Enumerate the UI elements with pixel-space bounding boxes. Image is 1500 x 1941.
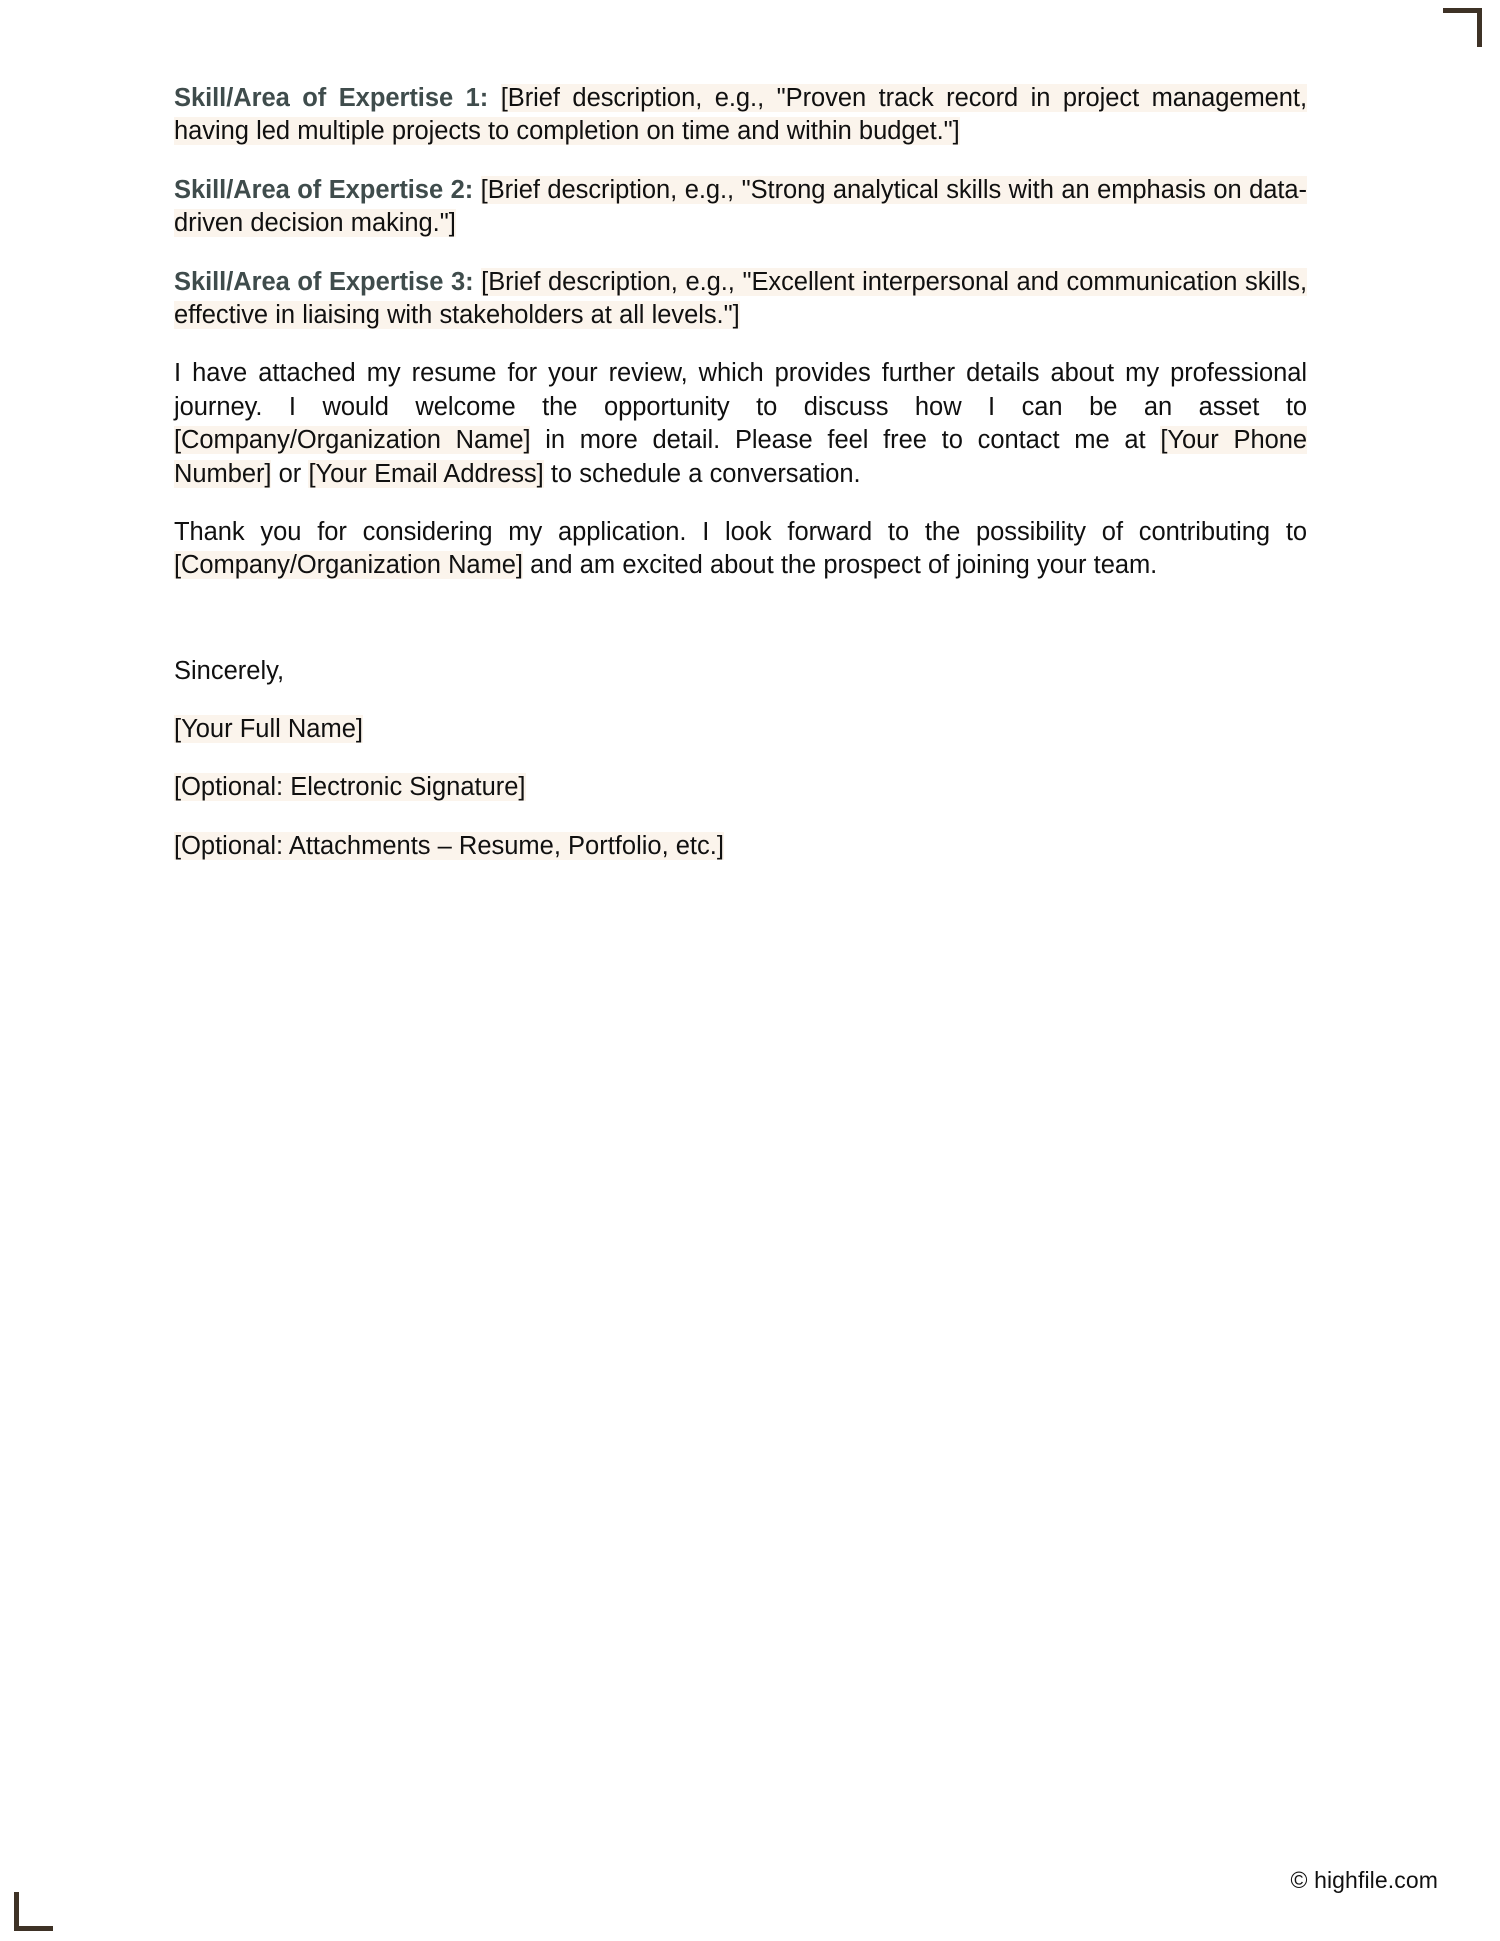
corner-bracket-top-right-icon — [1443, 8, 1482, 47]
resume-mid-text: in more detail. Please feel free to contact me at — [530, 426, 1161, 455]
company-name-placeholder-1: [Company/Organization Name] — [174, 426, 531, 455]
attachments-line — [174, 830, 1307, 863]
corner-bracket-bottom-left-icon — [14, 1892, 53, 1931]
phone-number-placeholder: [Your Phone Number] — [174, 426, 1307, 488]
full-name-line — [174, 713, 1307, 746]
full-name-placeholder: [Your Full Name] — [174, 715, 363, 744]
thanks-end-text: and am excited about the prospect of joining your team. — [522, 551, 1158, 580]
footer-credit: © highfile.com — [1290, 1867, 1438, 1893]
resume-attached-paragraph — [174, 357, 1307, 491]
resume-or-text: or — [271, 459, 309, 488]
skill-description-2: [Brief description, e.g., "Strong analytical skills with an emphasis on data-driven decision making."] — [174, 175, 1307, 238]
electronic-signature-line — [174, 771, 1307, 804]
skill-label-3: Skill/Area of Expertise 3: — [174, 267, 474, 296]
thank-you-paragraph — [174, 516, 1307, 583]
thanks-start-text: Thank you for considering my application. I look forward to the possibility of contributing to — [174, 517, 1307, 546]
skill-paragraph-3 — [174, 266, 1307, 333]
letter-body — [174, 82, 1307, 888]
resume-intro-text: I have attached my resume for your review, which provides further details about my professional journey. I would welcome the opportunity to discuss how I can be an asset to — [174, 359, 1307, 421]
skill-label-2: Skill/Area of Expertise 2: — [174, 175, 474, 204]
skill-description-1: [Brief description, e.g., "Proven track record in project management, having led multiple projects to completion on time and within budget."] — [174, 84, 1307, 146]
signature-block — [174, 655, 1307, 864]
attachments-placeholder: [Optional: Attachments – Resume, Portfolio, etc.] — [174, 831, 724, 860]
resume-end-text: to schedule a conversation. — [543, 459, 861, 488]
closing-line: Sincerely, — [174, 656, 285, 685]
email-address-placeholder: [Your Email Address] — [308, 459, 544, 488]
skill-description-3: [Brief description, e.g., "Excellent interpersonal and communication skills, effective in liaising with stakeholders at all levels."] — [174, 267, 1307, 329]
skill-paragraph-1 — [174, 82, 1307, 149]
skill-paragraph-2 — [174, 174, 1307, 241]
company-name-placeholder-2: [Company/Organization Name] — [174, 551, 523, 580]
electronic-signature-placeholder: [Optional: Electronic Signature] — [174, 773, 526, 802]
skill-label-1: Skill/Area of Expertise 1: — [174, 84, 489, 112]
